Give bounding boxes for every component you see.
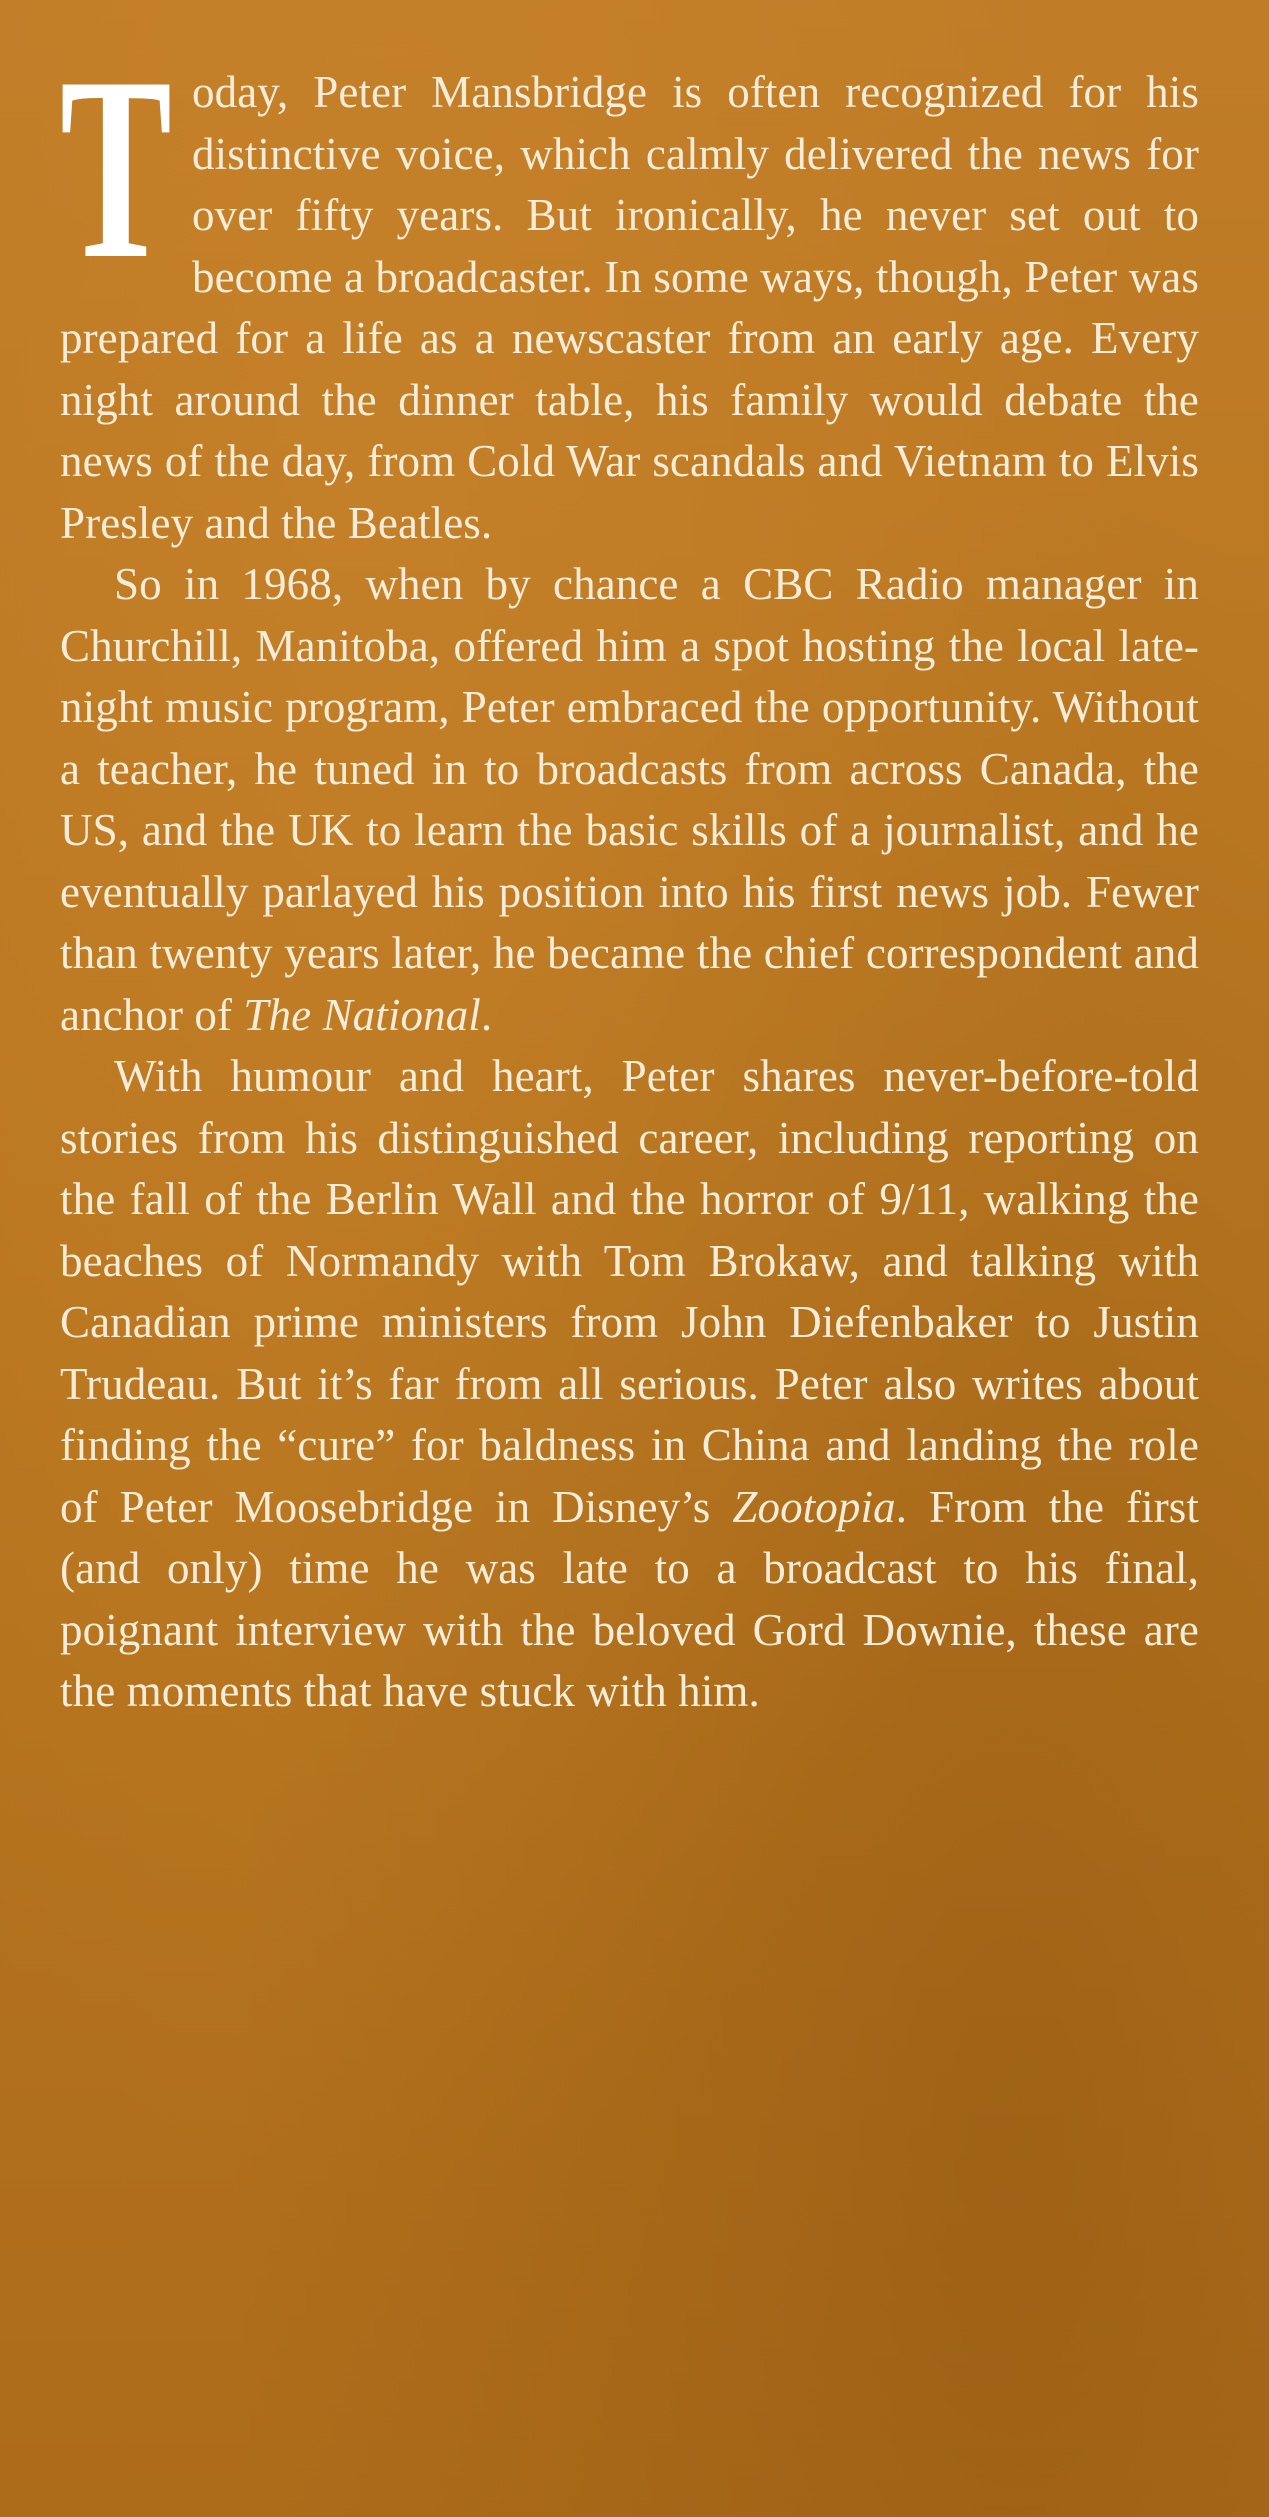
film-title-zootopia: Zootopia: [732, 1481, 896, 1532]
svg-text:T: T: [60, 23, 172, 313]
drop-cap-t: [60, 23, 172, 313]
show-title-the-national: The National: [243, 989, 481, 1040]
paragraph-3-text: With humour and heart, Peter shares never-before-told stories from his distinguished career, including reporting on the fall of the Berlin Wall and the horror of 9/11, walking the beaches of Normandy with Tom Brokaw, and talking with Canadian prime ministers from John Diefenbaker to Justin Trudeau. But it’s far from all serious. Peter also writes about finding the “cure” for baldness in China and landing the role of Peter Moosebridge in Disney’s: [60, 1051, 1199, 1532]
paragraph-1: [60, 23, 1199, 554]
paragraph-2-end: .: [480, 989, 493, 1040]
paragraph-1-text: oday, Peter Mansbridge is often recognized for his distinctive voice, which calmly delivered the news for over fifty years. But ironically, he never set out to become a broadcaster. In some ways, though, Peter was prepared for a life as a newscaster from an early age. Every night around the dinner table, his family would debate the news of the day, from Cold War scandals and Vietnam to Elvis Presley and the Beatles.: [60, 67, 1199, 548]
paragraph-3-end: . From the first (and only) time he was late to a broadcast to his final, poignant interview with the beloved Gord Downie, these are the moments that have stuck with him.: [60, 1481, 1199, 1716]
paragraph-3: [60, 1046, 1199, 1723]
paragraph-2-text: So in 1968, when by chance a CBC Radio manager in Churchill, Manitoba, offered him a spot hosting the local late-night music program, Peter embraced the opportunity. Without a teacher, he tuned in to broadcasts from across Canada, the US, and the UK to learn the basic skills of a journalist, and he eventually parlayed his position into his first news job. Fewer than twenty years later, he became the chief correspondent and anchor of: [60, 559, 1199, 1040]
paragraph-2: [60, 554, 1199, 1046]
